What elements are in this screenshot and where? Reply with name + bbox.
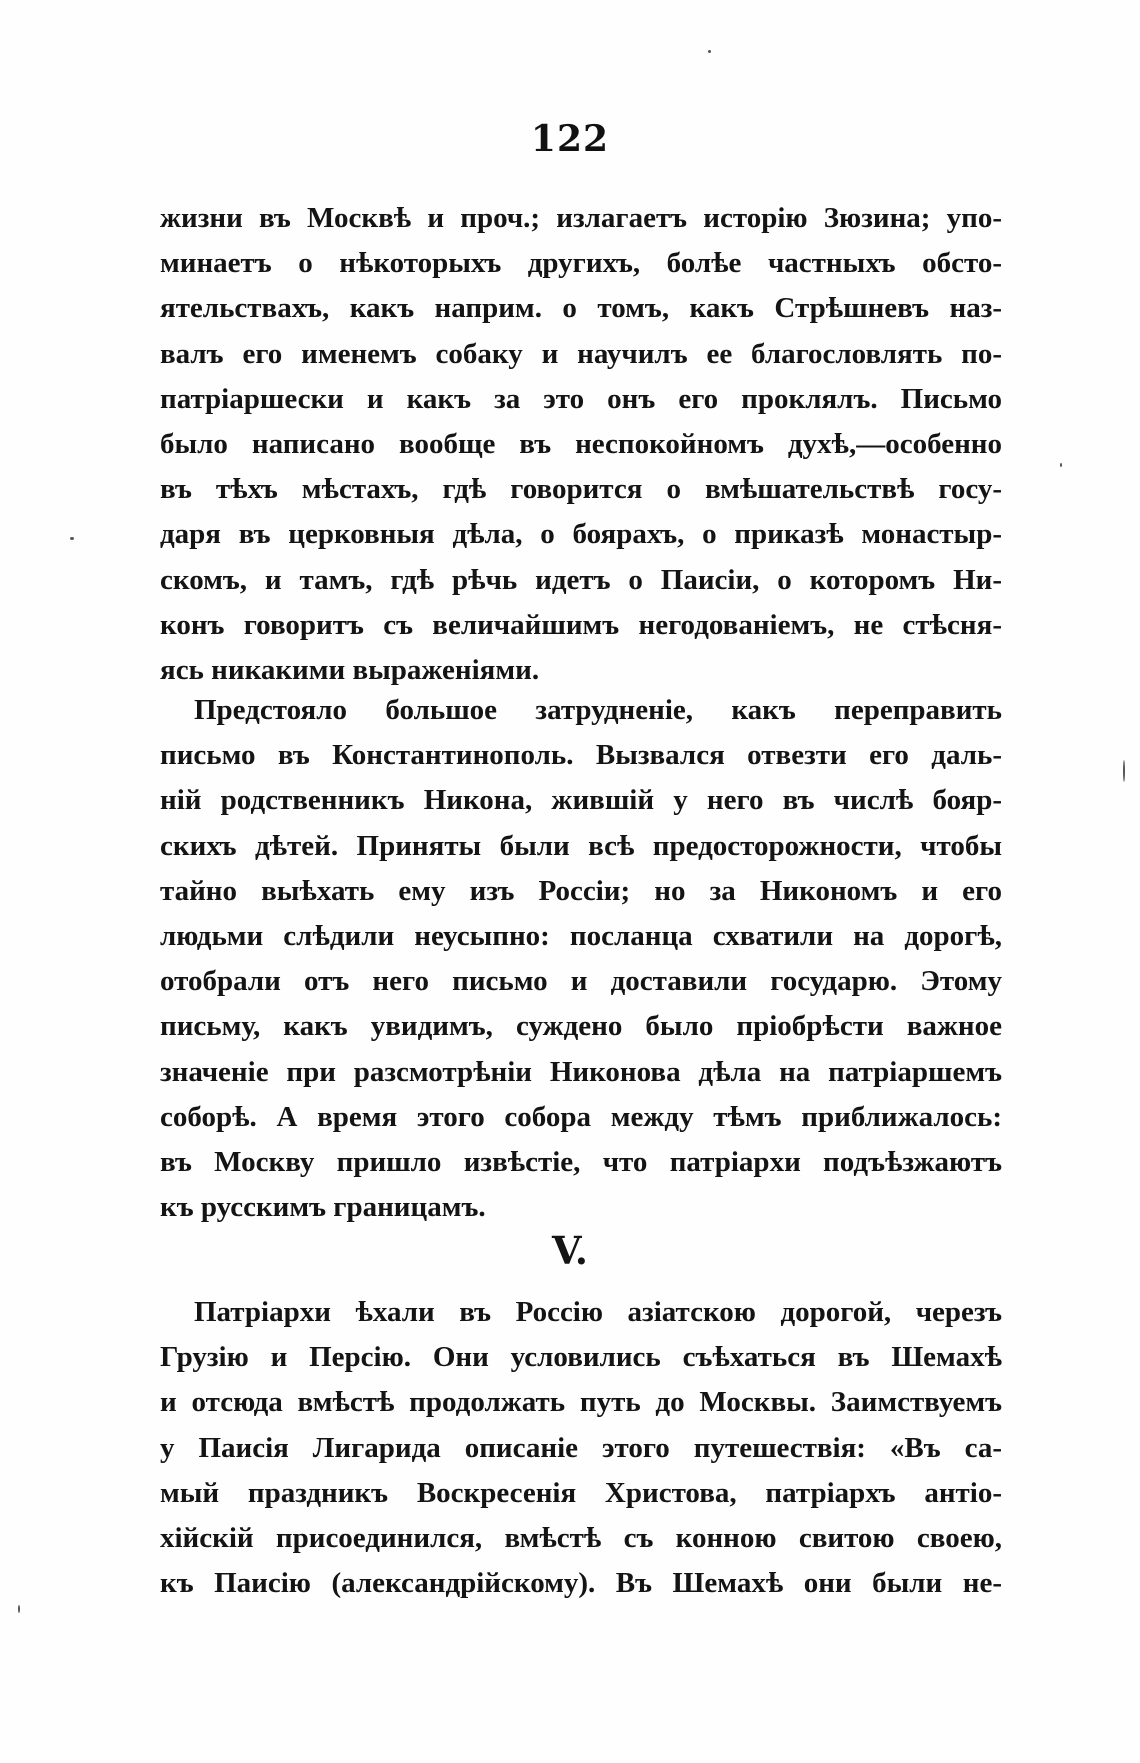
text-line: жизни въ Москвѣ и проч.; излагаетъ исторію Зюзина; упо- [160,202,1002,234]
text-line: къ Паисію (александрійскому). Въ Шемахѣ они были не- [160,1567,1002,1600]
text-line: соборѣ. А время этого собора между тѣмъ приближалось: [160,1100,1002,1133]
text-line: ятельствахъ, какъ наприм. о томъ, какъ Стрѣшневъ наз- [160,292,1002,325]
scan-speck [1123,760,1125,782]
text-line: въ тѣхъ мѣстахъ, гдѣ говорится о вмѣшательствѣ госу- [160,473,1002,506]
paragraph-1 [160,196,1002,693]
text-line: скихъ дѣтей. Приняты были всѣ предосторожности, чтобы [160,829,1002,862]
text-line: даря въ церковныя дѣла, о боярахъ, о приказѣ монастыр- [160,518,1002,551]
text-line: людьми слѣдили неусыпно: посланца схватили на дорогѣ, [160,919,1002,952]
text-line: валъ его именемъ собаку и научилъ ее благословлять по- [160,337,1002,370]
text-line: хійскій присоединился, вмѣстѣ съ конною свитою своею, [160,1521,1002,1554]
text-line: Грузію и Персію. Они условились съѣхаться въ Шемахѣ [160,1341,1002,1374]
text-line: ній родственникъ Никона, жившій у него въ числѣ бояр- [160,784,1002,817]
paragraph-3 [160,1290,1002,1606]
paragraph-2 [160,688,1002,1230]
text-line: мый праздникъ Воскресенія Христова, патріархъ антіо- [160,1476,1002,1509]
text-line: и отсюда вмѣстѣ продолжать путь до Москвы. Заимствуемъ [160,1386,1002,1419]
text-line: ясь никакими выраженіями. [160,653,540,686]
text-line: отобрали отъ него письмо и доставили государю. Этому [160,965,1002,998]
text-line: было написано вообще въ неспокойномъ духѣ,—особенно [160,427,1002,460]
text-line: патріаршески и какъ за это онъ его проклялъ. Письмо [160,382,1002,415]
text-line: Предстояло большое затрудненіе, какъ переправить [194,694,1002,726]
text-line: значеніе при разсмотрѣніи Никонова дѣла на патріаршемъ [160,1055,1002,1088]
text-line: конъ говоритъ съ величайшимъ негодованіемъ, не стѣсня- [160,608,1002,641]
text-line: письмо въ Константинополь. Вызвался отвезти его даль- [160,739,1002,772]
text-line: скомъ, и тамъ, гдѣ рѣчь идетъ о Паисіи, о которомъ Ни- [160,563,1002,596]
text-line: Патріархи ѣхали въ Россію азіатскою дорогой, черезъ [194,1296,1002,1328]
text-line: у Паисія Лигарида описаніе этого путешествія: «Въ са- [160,1431,1002,1464]
scan-speck [70,537,74,540]
scan-speck [18,1605,20,1613]
text-line: минаетъ о нѣкоторыхъ другихъ, болѣе частныхъ обсто- [160,247,1002,280]
text-line: къ русскимъ границамъ. [160,1191,486,1224]
scan-speck [1060,463,1062,467]
section-heading: V. [551,1228,589,1273]
page-number: 122 [530,118,610,160]
text-line: въ Москву пришло извѣстіе, что патріархи подъѣзжаютъ [160,1145,1002,1178]
text-line: письму, какъ увидимъ, суждено было пріобрѣсти важное [160,1010,1002,1043]
scan-speck [708,50,711,53]
text-line: тайно выѣхать ему изъ Россіи; но за Никономъ и его [160,874,1002,907]
